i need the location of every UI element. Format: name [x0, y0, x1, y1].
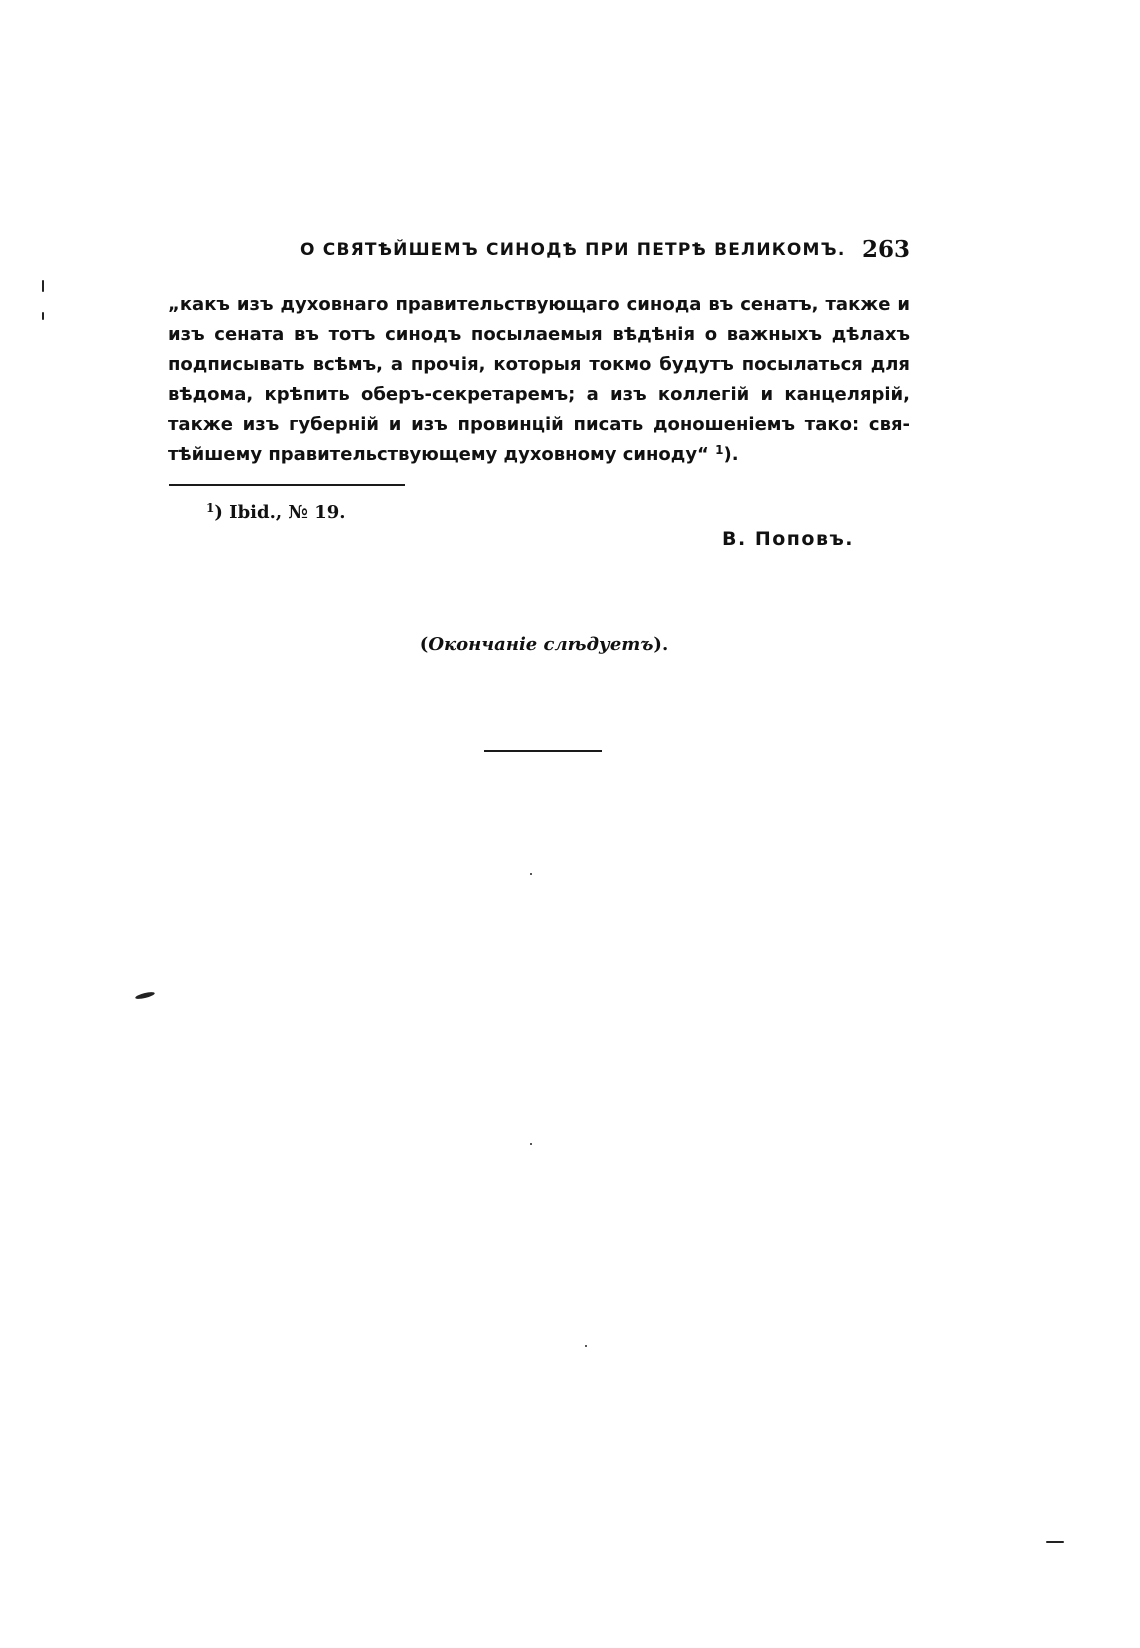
footnote [206, 502, 346, 523]
running-title: О СВЯТѢЙШЕМЪ СИНОДѢ ПРИ ПЕТРѢ ВЕЛИКОМЪ. [300, 240, 846, 260]
scan-mark [42, 280, 44, 292]
end-divider [484, 750, 602, 752]
scan-mark [585, 1345, 587, 1347]
author-signature: В. Поповъ. [722, 528, 854, 550]
text-line: изъ сената въ тотъ синодъ посылаемыя вѣдѣнія о важныхъ дѣлахъ [168, 324, 910, 345]
scan-mark [530, 873, 532, 875]
text-line-close: ). [723, 444, 739, 465]
footnote-text: ) Ibid., № 19. [214, 502, 346, 523]
scan-mark [135, 991, 156, 1001]
text-line: „какъ изъ духовнаго правительствующаго синода въ сенатъ, также и [168, 294, 910, 315]
text-line: также изъ губерній и изъ провинцій писать доношеніемъ тако: свя- [168, 414, 910, 435]
text-line: подписывать всѣмъ, а прочія, которыя токмо будутъ посылаться для [168, 354, 910, 375]
scan-mark [530, 1143, 532, 1145]
footnote-marker: 1 [206, 501, 215, 515]
text-line: вѣдома, крѣпить оберъ-секретаремъ; а изъ коллегій и канцелярій, [168, 384, 910, 405]
text-line-last [168, 440, 910, 470]
scan-mark [1046, 1541, 1064, 1543]
running-head [300, 236, 910, 266]
text-line-content: тѣйшему правительствующему духовному синоду“ [168, 444, 709, 465]
footnote-divider [169, 484, 405, 486]
continuation-text: Окончаніе слѣдуетъ [428, 634, 654, 655]
continuation-note [0, 634, 1088, 655]
footnote-reference: 1 [715, 443, 724, 457]
continuation-open: ( [419, 634, 429, 655]
body-paragraph [168, 290, 910, 470]
page-number: 263 [861, 236, 910, 263]
scan-mark [42, 312, 44, 320]
continuation-close: ). [653, 634, 669, 655]
